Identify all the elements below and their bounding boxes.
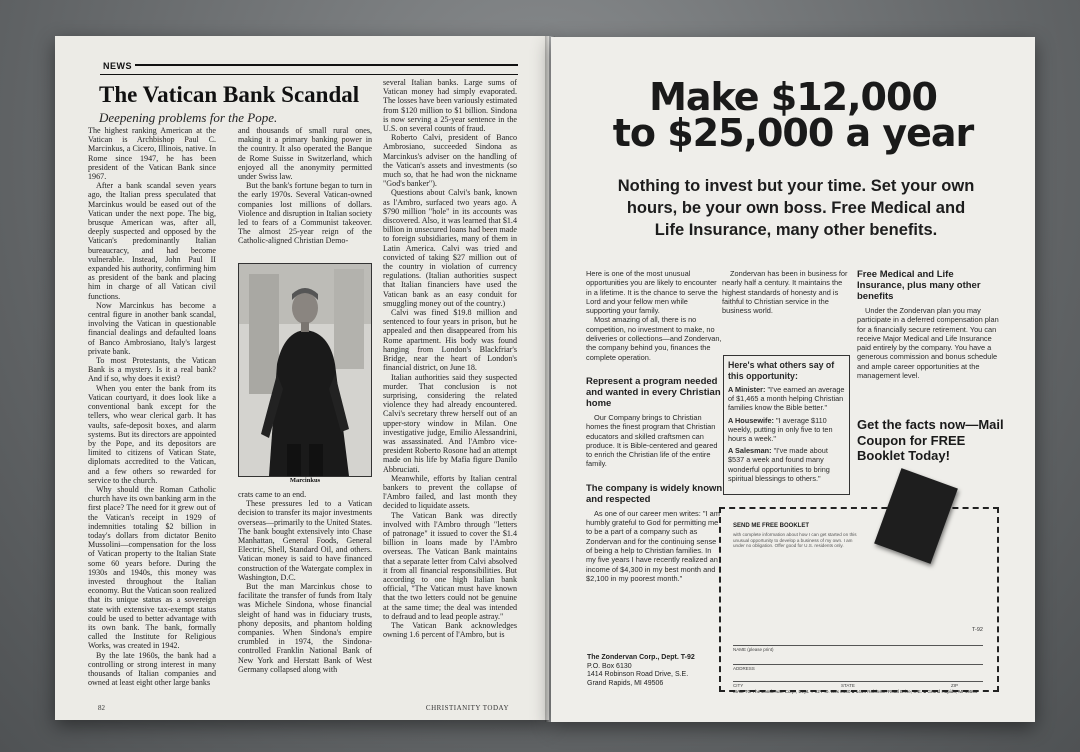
- paragraph: and thousands of small rural ones, making it a primary banking power in the country. It also operated the Banque de Rome Suisse in Switzerland, which enjoyed all the anonymity permitted under Swiss law.: [238, 126, 372, 182]
- coupon-title: SEND ME FREE BOOKLET: [733, 523, 810, 529]
- coupon-mail-to: MAIL TO The Zondervan Corp., Dept. T-92 P.O. Box 6130 ■ 1414 Robinson Road Drive, S.E. ■ Grand Rapids, MI 49506: [733, 689, 978, 694]
- article-column-3: [383, 78, 517, 706]
- right-page: [551, 37, 1035, 722]
- paragraph: When you enter the bank from its Vatican courtyard, it does look like a conventional bank except for the tellers, who wear clerical garb. It has vaults, safe-deposit boxes, and alarm systems. But its directors are appointed by the Pope, and its depositors are limited to citizens of Vatican State, diplomats accredited to the Vatican, and a few others so rewarded for service to the church.: [88, 383, 216, 485]
- article-column-2-bottom: [238, 490, 372, 706]
- name-field-label: NAME (please print): [733, 647, 774, 652]
- paragraph: After a bank scandal seven years ago, the Italian press speculated that Marcinkus would be eased out of the Vatican under the next pope. The big, brusque American was, after all, deeply suspected and opposed by the Vatican's predominantly Italian bureaucracy, and had become vulnerable. Instead, John Paul II expanded his authority, confirming him as president of the bank and placing him in charge of all Vatican civil functions.: [88, 181, 216, 301]
- city-state-zip-line[interactable]: [733, 681, 983, 682]
- address-company: [587, 654, 717, 663]
- testimonial-author: A Minister:: [728, 385, 766, 394]
- magazine-name: CHRISTIANITY TODAY: [425, 704, 509, 712]
- ad-column-2: [722, 269, 850, 315]
- page-number: 82: [98, 704, 105, 712]
- testimonial: [728, 446, 845, 483]
- testimonial-text: "I've earned an average of $1,465 a month helping Christian families know the Bible better.": [728, 385, 845, 413]
- marcinkus-photo: [238, 263, 372, 477]
- mail-coupon[interactable]: [719, 507, 999, 692]
- ad-paragraph: As one of our career men writes: "I am humbly grateful to God for permitting me to be a part of a company such as Zondervan and for the continuing sense of being a help to Christian families. In my five years I have recently realized an income of $4,300 in my best month and $2,100 in my poorest month.": [586, 508, 720, 583]
- ad-paragraph: Under the Zondervan plan you may participate in a deferred compensation plan for a financially secure retirement. You can receive Major Medical and Life Insurance paid entirely by the company. You have a generous commission and bonus schedule and ample career opportunities at the management level.: [857, 306, 999, 381]
- company-address: [587, 654, 717, 688]
- ad-headline-line1: Make $12,000: [649, 75, 937, 119]
- section-label: NEWS: [100, 61, 135, 71]
- paragraph: several Italian banks. Large sums of Vatican money had simply evaporated. The losses have been variously estimated from $120 million to $1 billion. Sindona is now serving a 25-year sentence in the U.S. on several counts of fraud.: [383, 78, 517, 134]
- zip-field-label: ZIP: [951, 683, 959, 688]
- paragraph: Calvi was fined $19.8 million and sentenced to four years in prison, but he appealed and then disappeared from his Rome apartment. His body was found hanging from London's Blackfriar's Bridge, near the heart of London's financial district, on June 18.: [383, 308, 517, 373]
- testimonial: [728, 385, 845, 413]
- address-field-line[interactable]: [733, 664, 983, 665]
- article-column-2-top: [238, 126, 372, 258]
- call-to-action: Get the facts now—Mail Coupon for FREE Booklet Today!: [857, 417, 1004, 463]
- paragraph: To most Protestants, the Vatican Bank is a mystery. Is it a real bank? And if so, why does it exist?: [88, 356, 216, 384]
- ad-headline-line2: to $25,000 a year: [612, 111, 974, 155]
- paragraph: Now Marcinkus has become a central figure in another bank scandal, involving the Vatican in questionable financial dealings and defaulted loans of Banco Ambrosiano, Italy's largest private bank.: [88, 300, 216, 356]
- coupon-text: with complete information about how I can get started on this unusual opportunity to develop a business of my own. I am under no obligation. Offer good for U.S. residents only.: [733, 532, 857, 549]
- paragraph: The highest ranking American at the Vatican is Archbishop Paul C. Marcinkus, a Cicero, Illinois, native. In Rome since 1947, he has been president of the Vatican Bank since 1967.: [88, 126, 216, 182]
- ad-subhead: Free Medical and Life Insurance, plus many other benefits: [857, 269, 981, 302]
- testimonial-author: A Salesman:: [728, 446, 772, 456]
- photo-caption: Marcinkus: [289, 477, 321, 484]
- ad-paragraph: Zondervan has been in business for nearly half a century. It maintains the highest standards of honesty and is faithful to Christian service in the business world.: [722, 269, 848, 316]
- paragraph: Roberto Calvi, president of Banco Ambrosiano, succeeded Sindona as Marcinkus's adviser on the handling of the Vatican's assets and investments (so much so, that he had won the nickname "God's banker").: [383, 133, 517, 189]
- ad-paragraph: Our Company brings to Christian homes the finest program that Christian educators and skilled craftsmen can produce. It is Bible-centered and geared to enrich the Christian life of the entire family.: [586, 412, 718, 469]
- paragraph: Italian authorities said they suspected murder. That conclusion is not surprising, considering the related violence they had already encountered. Calvi's secretary threw herself out of an upper-story window in Milan. One investigative judge, Emilio Alessandrini, was assassinated. And l'Ambro vice-president Roberto Rosone had an attempt made on his life by Mafia figure Danilo Abbruciati.: [383, 372, 517, 474]
- testimonial: [728, 416, 845, 444]
- testimonial-text: "I average $110 weekly, putting in only five to ten hours a week.": [728, 415, 833, 444]
- paragraph: crats came to an end.: [238, 490, 307, 499]
- address-city: Grand Rapids, MI 49506: [587, 679, 664, 687]
- article-headline: The Vatican Bank Scandal: [99, 82, 360, 107]
- ad-column-1: [586, 269, 723, 583]
- ad-subhead: Represent a program needed and wanted in every Christian home: [586, 375, 721, 409]
- ad-paragraph: Here is one of the most unusual opportunities you are likely to encounter in a lifetime. It is the chance to serve the Lord and your fellow men while supporting your family.: [586, 269, 718, 316]
- article-column-1: [88, 126, 216, 706]
- paragraph: Meanwhile, efforts by Italian central bankers to prevent the collapse of l'Ambro failed, and last month they decided to liquidate assets.: [383, 473, 517, 511]
- paragraph: The Vatican Bank acknowledges owning 1.6 percent of l'Ambro, but is: [383, 620, 517, 640]
- paragraph: These pressures led to a Vatican decision to transfer its major investments overseas—primarily to the United States. The bank bought extensively into Chase Manhattan, General Foods, General Electric, Shell, Standard Oil, and others. Vatican money is said to have financed construction of the Watergate complex in Washington, D.C.: [238, 499, 372, 582]
- paragraph: Questions about Calvi's bank, known as l'Ambro, surfaced two years ago. A $790 million "hole" in its accounts was discovered. Also, it was learned that $1.4 billion in unsecured loans had been made to foreign subsidiaries, many of them in Latin America. Calvi was tried and convicted of taking $27 million out of the country in violation of currency regulations. (Italian authorities suspect that Italian financiers have used the Vatican bank as an easy conduit for smuggling money out of the country.): [383, 188, 517, 308]
- address-street: 1414 Robinson Road Drive, S.E.: [587, 671, 689, 679]
- paragraph: But the man Marcinkus chose to facilitate the transfer of funds from Italy was Michele Sindona, whose financial sleight of hand was in fiduciary trusts, phony deposits, and phantom holding companies. When Sindona's empire crumbled in 1974, the Sindona-controlled Franklin National Bank of New York and Herstatt Bank of West Germany collapsed along with: [238, 582, 372, 674]
- address-box: P.O. Box 6130: [587, 662, 632, 670]
- ad-subhead: The company is widely known and respected: [586, 482, 723, 505]
- city-field-label: CITY: [733, 683, 744, 688]
- left-page: [55, 36, 549, 720]
- photo-image: [239, 264, 371, 476]
- section-rule: [100, 64, 518, 75]
- address-company-name: The Zondervan Corp., Dept. T-92: [587, 654, 695, 661]
- name-field-line[interactable]: [733, 645, 983, 646]
- testimonial-text: "I've made about $537 a week and found many wonderful opportunities to bring spiritual blessings to others.": [728, 446, 830, 483]
- ad-headline: [551, 75, 1035, 155]
- address-field-label: ADDRESS: [733, 666, 755, 671]
- paragraph: Why should the Roman Catholic church have its own banking arm in the first place? The need for it grew out of the Vatican's receipt in 1929 of indemnities totaling $2 billion in today's dollars from dictator Benito Mussolini—compensation for the loss of Vatican property to the Italian State some 60 years before. During the 1930s and 1940s, this money was invested throughout the Italian economy. But the Vatican soon realized that its unique status as a sovereign state with extensive tax-exempt status could be used to better advantage with its own bank. The bank, formally called the Institute for Religious Works, was created in 1942.: [88, 484, 216, 651]
- testimonials-heading: Here's what others say of this opportunity:: [728, 360, 835, 381]
- paragraph: But the bank's fortune began to turn in the early 1970s. Several Vatican-owned companies lost millions of dollars. Violence and disruption in Italian society led to fears of a Communist takeover. The almost 25-year reign of the Catholic-aligned Christian Demo-: [238, 181, 372, 246]
- ad-column-3: [857, 269, 999, 380]
- paragraph: The Vatican Bank was directly involved with l'Ambro through "letters of patronage" it issued to cover the $1.4 billion in loans made by l'Ambro overseas. The Vatican Bank maintains that a separate letter from Calvi absolved it from all financial responsibilities. But according to one high Italian bank official, "The Vatican must have known that the two letters could not be genuine at the same time; the deal was intended to defraud and to lead people astray.": [383, 510, 517, 621]
- testimonial-author: A Housewife:: [728, 415, 774, 425]
- testimonials-box: [723, 355, 850, 495]
- article-deck: Deepening problems for the Pope.: [99, 110, 278, 125]
- ad-subheadline: Nothing to invest but your time. Set your own hours, be your own boss. Free Medical and Life Insurance, many other benefits.: [617, 177, 975, 239]
- state-field-label: STATE: [841, 683, 855, 688]
- paragraph: By the late 1960s, the bank had a controlling or strong interest in many thousands of Italian companies and owned at least eight other large banks: [88, 650, 216, 688]
- ad-paragraph: Most amazing of all, there is no competition, no investment to make, no deliveries or collections—and Zondervan, the company behind you, finances the complete operation.: [586, 315, 722, 362]
- coupon-code: T-92: [971, 627, 983, 633]
